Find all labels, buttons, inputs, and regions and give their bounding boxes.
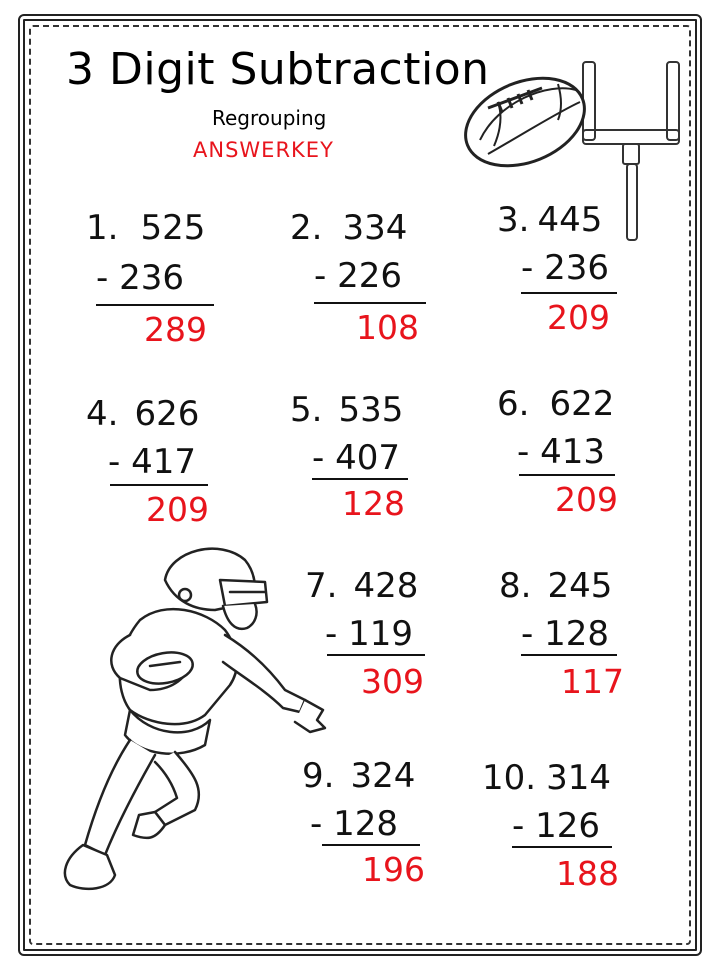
answer: 188: [556, 854, 619, 893]
problem-number: 9.: [302, 756, 335, 796]
problem-9: [302, 756, 452, 896]
problem-number: 5.: [290, 390, 323, 430]
answer-line: [521, 292, 617, 294]
page-title: 3 Digit Subtraction: [66, 44, 490, 95]
problem-2: [290, 208, 440, 348]
problem-7: [305, 566, 455, 706]
answer-line: [519, 474, 615, 476]
problem-number: 1.: [86, 208, 119, 248]
subtrahend: - 128: [521, 614, 609, 654]
answer: 128: [342, 484, 405, 523]
minuend: 245: [547, 566, 613, 606]
problem-5: [290, 390, 440, 530]
problem-number: 10.: [482, 758, 537, 798]
football-player-icon: [55, 540, 338, 910]
minuend: 314: [546, 758, 611, 798]
answer-line: [96, 304, 214, 306]
answer-line: [322, 844, 420, 846]
answer: 209: [555, 480, 618, 519]
football-icon: [458, 62, 593, 177]
answer-line: [314, 302, 426, 304]
minuend: 626: [134, 394, 200, 434]
problem-number: 3.: [497, 200, 530, 240]
problem-10: [482, 758, 632, 898]
answer-line: [327, 654, 425, 656]
subtrahend: - 236: [521, 248, 609, 288]
answer-line: [512, 846, 612, 848]
answer: 117: [561, 662, 624, 701]
subtrahend: - 126: [512, 806, 600, 846]
problem-8: [499, 566, 649, 706]
subtrahend: - 226: [314, 256, 402, 296]
minuend: 334: [342, 208, 408, 248]
subtrahend: - 119: [325, 614, 413, 654]
subtrahend: - 407: [312, 438, 400, 478]
answer-line: [110, 484, 208, 486]
minuend: 622: [549, 384, 615, 424]
problem-number: 6.: [497, 384, 530, 424]
minuend: 324: [350, 756, 416, 796]
problem-3: [497, 200, 647, 340]
subtrahend: - 417: [108, 442, 196, 482]
problem-6: [497, 384, 647, 524]
answer: 196: [362, 850, 425, 889]
answer: 108: [356, 308, 419, 347]
subtrahend: - 413: [517, 432, 605, 472]
answer: 209: [547, 298, 610, 337]
subtitle: Regrouping: [212, 106, 327, 130]
problem-1: [86, 208, 236, 348]
answer-line: [521, 654, 617, 656]
answer: 209: [146, 490, 209, 529]
answer: 289: [144, 310, 207, 349]
subtrahend: - 236: [96, 258, 184, 298]
answer-key-label: ANSWERKEY: [193, 138, 334, 162]
minuend: 428: [353, 566, 419, 606]
answer-line: [312, 478, 408, 480]
problem-number: 8.: [499, 566, 532, 606]
problem-number: 4.: [86, 394, 119, 434]
answer: 309: [361, 662, 424, 701]
minuend: 535: [338, 390, 404, 430]
problem-number: 7.: [305, 566, 338, 606]
problem-4: [86, 394, 236, 534]
problem-number: 2.: [290, 208, 323, 248]
subtrahend: - 128: [310, 804, 398, 844]
minuend: 445: [537, 200, 603, 240]
minuend: 525: [140, 208, 206, 248]
